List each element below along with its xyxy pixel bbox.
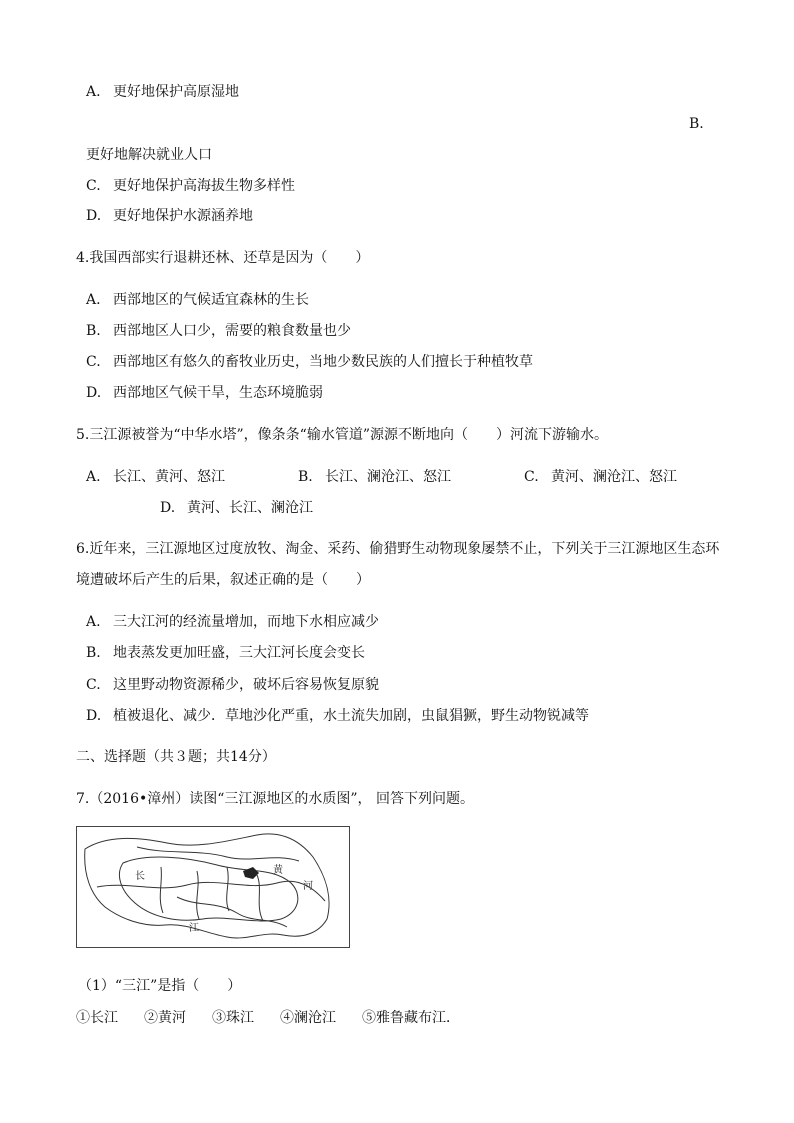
option-marker: A. xyxy=(86,614,101,630)
map-label: 河 xyxy=(303,881,313,892)
option-marker: D. xyxy=(160,500,176,516)
river-line xyxy=(137,847,299,861)
river-line xyxy=(97,881,325,901)
sub-option: ④澜沧江 xyxy=(280,1010,336,1026)
option-marker: B. xyxy=(298,469,313,485)
sub-option: ②黄河 xyxy=(144,1010,186,1026)
river-line xyxy=(160,867,163,913)
map-label: 黄 xyxy=(273,865,283,876)
option-marker: C. xyxy=(86,677,101,693)
option-text: 西部地区气候干旱，生态环境脆弱 xyxy=(113,385,323,401)
q5-stem: 5.三江源被誉为“中华水塔”，像条条“输水管道”源源不断地向（ ）河流下游输水。 xyxy=(76,427,608,443)
q6-stem-line-1: 6.近年来，三江源地区过度放牧、淘金、采药、偷猎野生动物现象屡禁不止，下列关于三江源地区生态环 xyxy=(76,541,720,557)
q3-option-b-marker: B. xyxy=(689,116,704,132)
river-line xyxy=(257,875,263,921)
option-marker: D. xyxy=(86,385,102,401)
option-text: 西部地区人口少，需要的粮食数量也少 xyxy=(113,323,351,339)
option-text: 黄河、澜沧江、怒江 xyxy=(551,469,677,485)
q7-stem: 7.（2016•漳州）读图“三江源地区的水质图”， 回答下列问题。 xyxy=(76,791,475,807)
option-marker: D. xyxy=(86,208,102,224)
option-marker: C. xyxy=(524,469,539,485)
option-text: 更好地保护高海拔生物多样性 xyxy=(113,178,295,194)
q4-option-d xyxy=(86,383,323,403)
q5-option-a xyxy=(86,467,225,487)
option-text: 西部地区有悠久的畜牧业历史，当地少数民族的人们擅长于种植牧草 xyxy=(113,354,533,370)
option-marker: B. xyxy=(86,323,101,339)
q7-sub1-options xyxy=(76,1008,460,1028)
q3-option-a xyxy=(86,82,239,102)
option-marker: A. xyxy=(86,469,101,485)
q6-option-b xyxy=(86,643,365,663)
sanjiangyuan-water-quality-map xyxy=(76,826,350,948)
option-text: 更好地保护高原湿地 xyxy=(113,84,239,100)
option-text: 地表蒸发更加旺盛，三大江河长度会变长 xyxy=(113,645,365,661)
option-marker: C. xyxy=(86,178,101,194)
option-text: 长江、澜沧江、怒江 xyxy=(325,469,451,485)
q6-option-a xyxy=(86,612,379,632)
q4-option-b xyxy=(86,321,351,341)
q5-option-c xyxy=(524,467,677,487)
option-marker: A. xyxy=(86,292,101,308)
q7-sub1-stem: （1）“三江”是指（ ） xyxy=(78,978,242,994)
map-label: 江 xyxy=(189,923,199,934)
q3-option-d xyxy=(86,206,253,226)
map-label: 长 xyxy=(135,871,145,882)
subregion-outline xyxy=(119,857,297,921)
option-text: 更好地保护水源涵养地 xyxy=(113,208,253,224)
option-text: 植被退化、减少．草地沙化严重，水土流失加剧，虫鼠猖獗，野生动物锐减等 xyxy=(113,708,589,724)
q5-option-b xyxy=(298,467,451,487)
option-marker: A. xyxy=(86,84,101,100)
option-text: 长江、黄河、怒江 xyxy=(113,469,225,485)
sub-option: ①长江 xyxy=(76,1010,118,1026)
option-marker: B. xyxy=(86,645,101,661)
q6-stem-line-2: 境遭破坏后产生的后果，叙述正确的是（ ） xyxy=(76,572,370,588)
q4-option-a xyxy=(86,290,309,310)
q6-option-c xyxy=(86,675,379,695)
option-marker: D. xyxy=(86,708,102,724)
river-line xyxy=(197,871,199,919)
dark-area xyxy=(243,867,259,879)
q4-option-c xyxy=(86,352,533,372)
sub-option: ③珠江 xyxy=(212,1010,254,1026)
q4-stem: 4.我国西部实行退耕还林、还草是因为（ ） xyxy=(76,250,370,266)
option-text: 西部地区的气候适宜森林的生长 xyxy=(113,292,309,308)
q3-option-b-text: 更好地解决就业人口 xyxy=(86,147,212,163)
option-text: 黄河、长江、澜沧江 xyxy=(187,500,313,516)
q6-option-d xyxy=(86,706,589,726)
q5-option-d xyxy=(160,498,313,518)
river-line xyxy=(227,867,229,911)
map-drawing xyxy=(77,827,349,947)
option-text: 这里野动物资源稀少，破坏后容易恢复原貌 xyxy=(113,677,379,693)
option-marker: C. xyxy=(86,354,101,370)
q3-option-c xyxy=(86,176,295,196)
option-text: 三大江河的经流量增加，而地下水相应减少 xyxy=(113,614,379,630)
sub-option: ⑤雅鲁藏布江． xyxy=(362,1010,460,1026)
section-heading: 二、选择题（共３题；共14分） xyxy=(76,749,276,765)
